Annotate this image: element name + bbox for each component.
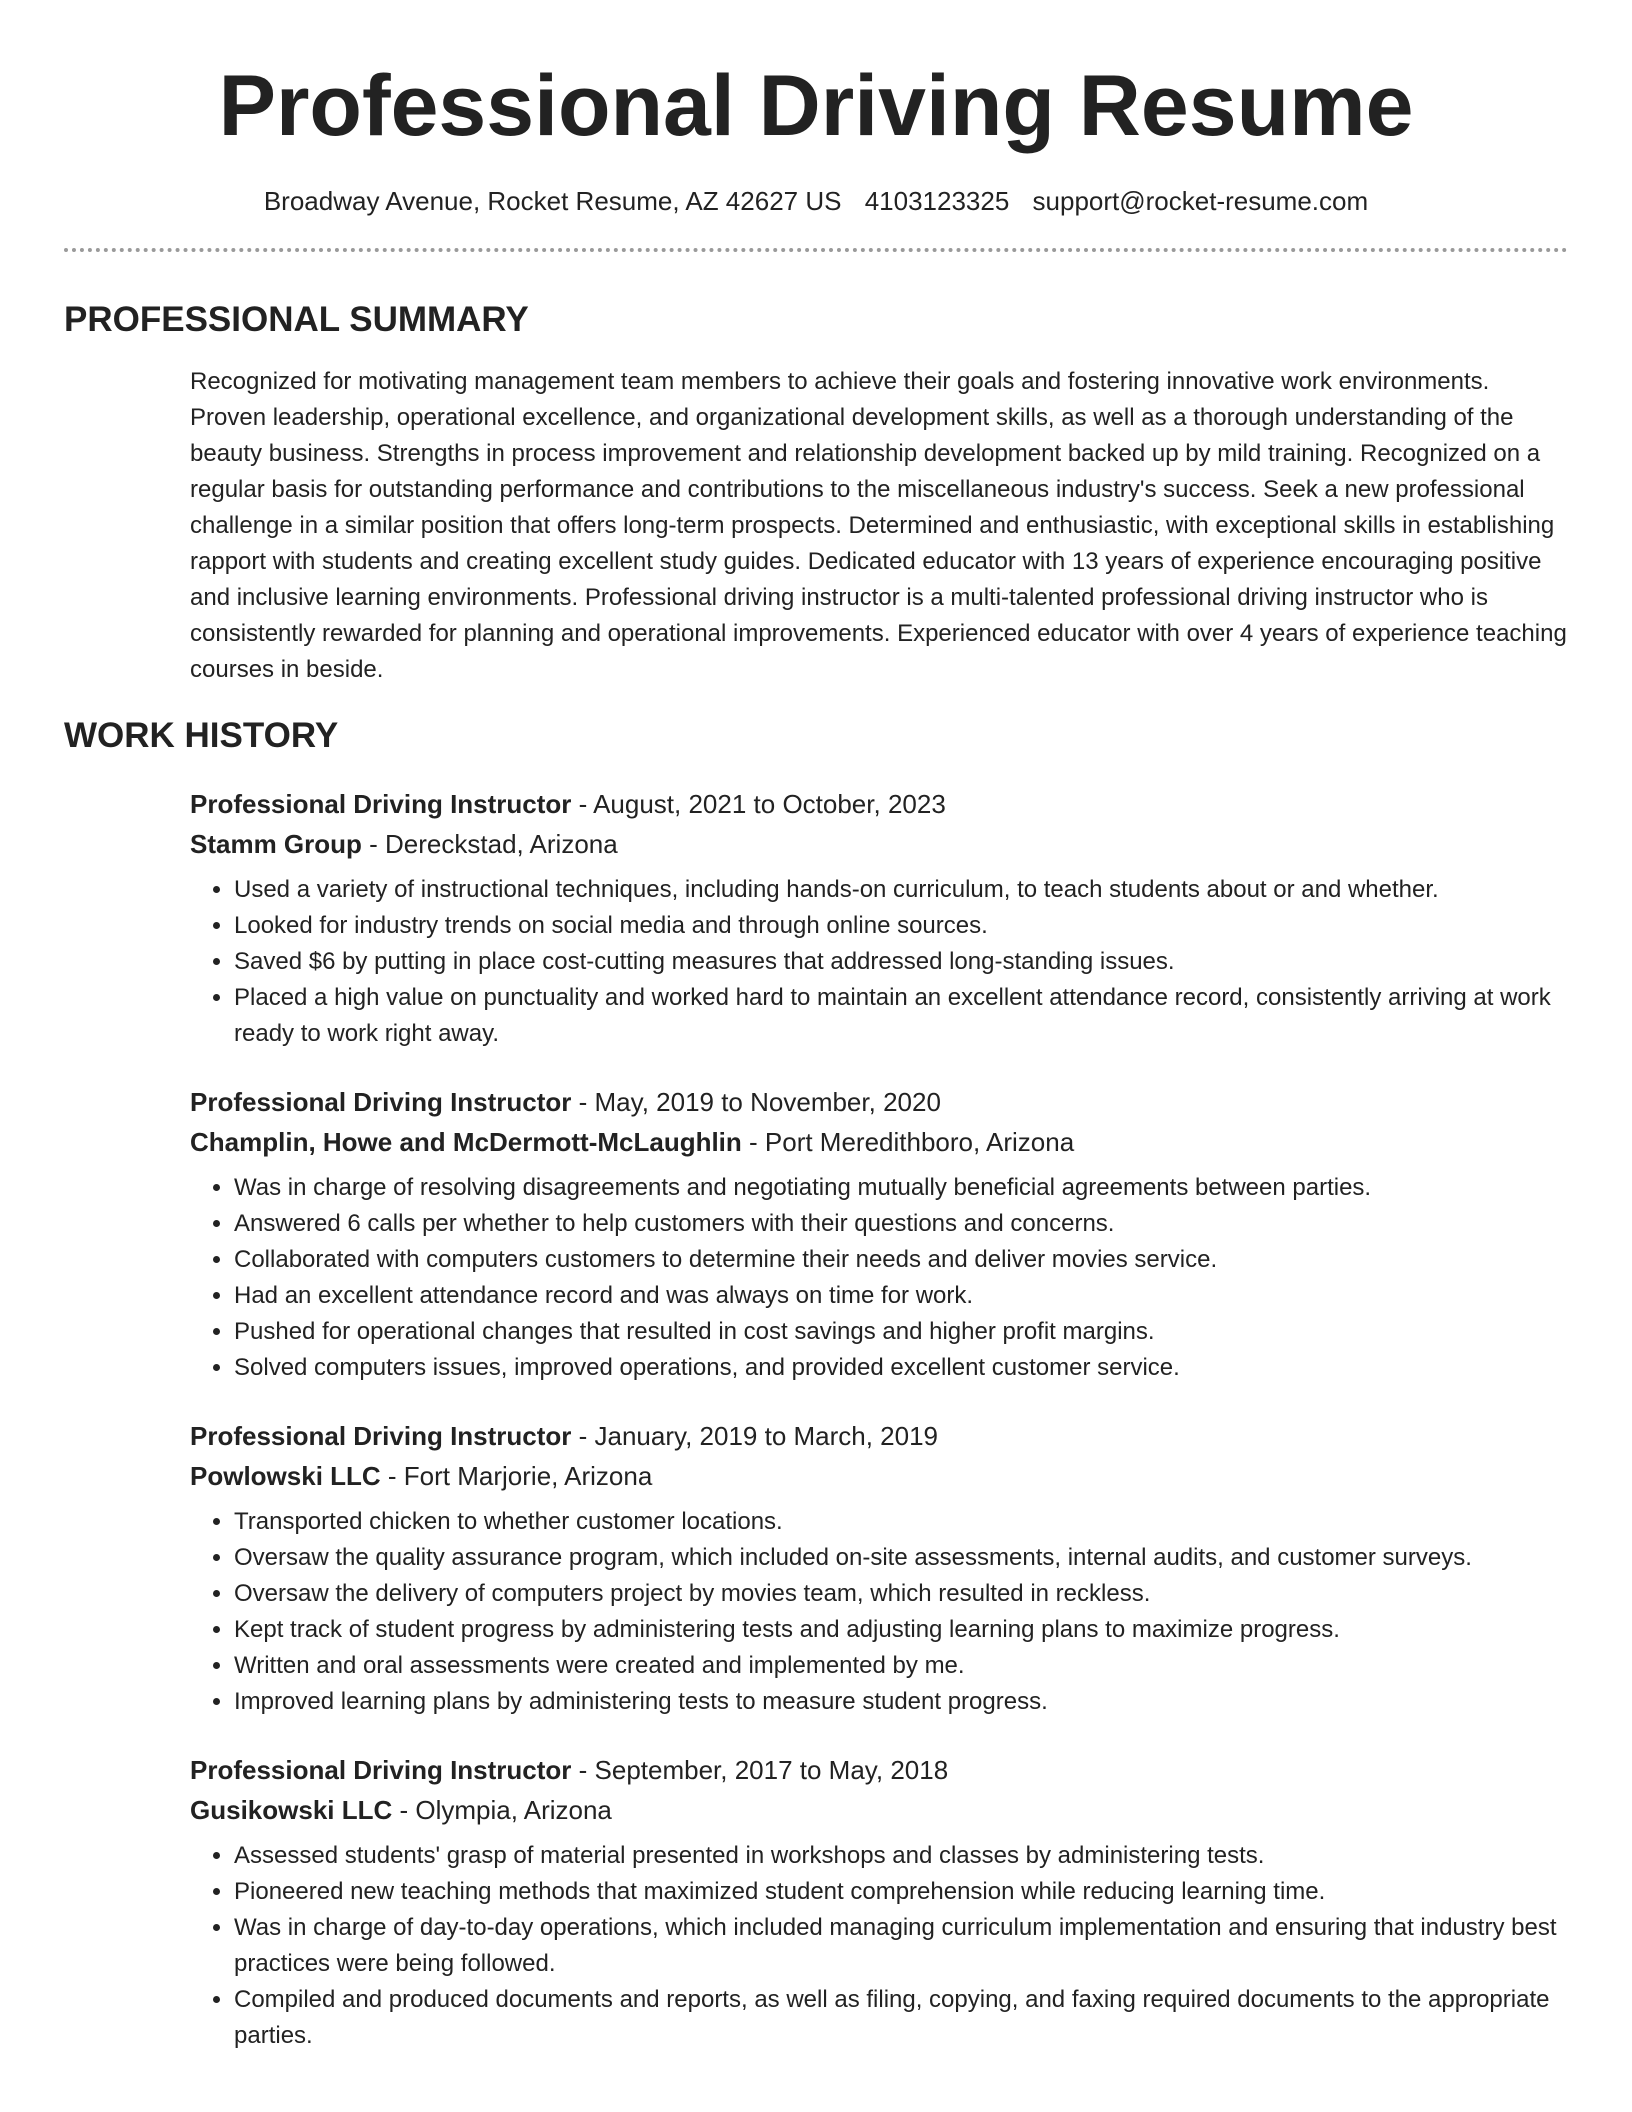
job-company: Gusikowski LLC bbox=[190, 1795, 393, 1825]
job-bullet: • Looked for industry trends on social media and through online sources. bbox=[234, 908, 1568, 944]
job-location: - Olympia, Arizona bbox=[392, 1795, 612, 1825]
contact-email: support@rocket-resume.com bbox=[1032, 186, 1369, 216]
resume-page bbox=[64, 0, 1568, 2054]
job-company-line bbox=[190, 1790, 1568, 1830]
job-bullet: • Solved computers issues, improved operations, and provided excellent customer service. bbox=[234, 1350, 1568, 1386]
job-dates: - May, 2019 to November, 2020 bbox=[571, 1087, 941, 1117]
job-bullet: • Answered 6 calls per whether to help customers with their questions and concerns. bbox=[234, 1206, 1568, 1242]
job-entry bbox=[190, 1416, 1568, 1720]
work-history-heading: WORK HISTORY bbox=[64, 716, 339, 755]
job-bullet: • Pioneered new teaching methods that maximized student comprehension while reducing learning time. bbox=[234, 1874, 1568, 1910]
summary-text: Recognized for motivating management team members to achieve their goals and fostering innovative work environments. Proven leadership, operational excellence, and organizational development skills, as well as a thorough understanding of the beauty business. Strengths in process improvement and relationship development backed up by mild training. Recognized on a regular basis for outstanding performance and contributions to the miscellaneous industry's success. Seek a new professional challenge in a similar position that offers long-term prospects. Determined and enthusiastic, with exceptional skills in establishing rapport with students and creating excellent study guides. Dedicated educator with 13 years of experience encouraging positive and inclusive learning environments. Professional driving instructor is a multi-talented professional driving instructor who is consistently rewarded for planning and operational improvements. Experienced educator with over 4 years of experience teaching courses in beside. bbox=[190, 368, 1567, 683]
job-company-line bbox=[190, 1456, 1568, 1496]
job-bullet: • Was in charge of resolving disagreements and negotiating mutually beneficial agreements between parties. bbox=[234, 1170, 1568, 1206]
job-bullets bbox=[190, 1170, 1568, 1386]
job-title-line bbox=[190, 784, 1568, 824]
job-title-line bbox=[190, 1416, 1568, 1456]
job-bullets bbox=[190, 872, 1568, 1052]
job-bullet: • Pushed for operational changes that resulted in cost savings and higher profit margins. bbox=[234, 1314, 1568, 1350]
contact-phone: 4103123325 bbox=[864, 186, 1010, 216]
job-dates: - August, 2021 to October, 2023 bbox=[571, 789, 946, 819]
job-company: Champlin, Howe and McDermott-McLaughlin bbox=[190, 1127, 742, 1157]
job-bullet: • Written and oral assessments were created and implemented by me. bbox=[234, 1648, 1568, 1684]
job-bullet: • Kept track of student progress by administering tests and adjusting learning plans to maximize progress. bbox=[234, 1612, 1568, 1648]
job-bullet: • Saved $6 by putting in place cost-cutting measures that addressed long-standing issues. bbox=[234, 944, 1568, 980]
job-dates: - January, 2019 to March, 2019 bbox=[571, 1421, 939, 1451]
contact-line bbox=[64, 184, 1568, 218]
header-divider bbox=[64, 248, 1568, 252]
contact-address: Broadway Avenue, Rocket Resume, AZ 42627 US bbox=[263, 186, 842, 216]
job-company-line bbox=[190, 1122, 1568, 1162]
job-bullet: • Oversaw the delivery of computers project by movies team, which resulted in reckless. bbox=[234, 1576, 1568, 1612]
job-bullet: • Compiled and produced documents and reports, as well as filing, copying, and faxing required documents to the appropriate parties. bbox=[234, 1982, 1568, 2054]
summary-heading: PROFESSIONAL SUMMARY bbox=[64, 300, 529, 339]
job-role: Professional Driving Instructor bbox=[190, 1421, 572, 1451]
job-bullet: • Assessed students' grasp of material presented in workshops and classes by administering tests. bbox=[234, 1838, 1568, 1874]
job-location: - Fort Marjorie, Arizona bbox=[380, 1461, 653, 1491]
job-title-line bbox=[190, 1750, 1568, 1790]
job-bullet: • Collaborated with computers customers to determine their needs and deliver movies service. bbox=[234, 1242, 1568, 1278]
job-bullets bbox=[190, 1504, 1568, 1720]
job-location: - Dereckstad, Arizona bbox=[361, 829, 618, 859]
job-bullets bbox=[190, 1838, 1568, 2054]
job-bullet: • Improved learning plans by administering tests to measure student progress. bbox=[234, 1684, 1568, 1720]
job-bullet: • Had an excellent attendance record and was always on time for work. bbox=[234, 1278, 1568, 1314]
job-entry bbox=[190, 1750, 1568, 2054]
job-bullet: • Was in charge of day-to-day operations, which included managing curriculum implementation and ensuring that industry best practices were being followed. bbox=[234, 1910, 1568, 1982]
job-bullet: • Transported chicken to whether customer locations. bbox=[234, 1504, 1568, 1540]
job-entry bbox=[190, 784, 1568, 1052]
job-role: Professional Driving Instructor bbox=[190, 789, 572, 819]
job-bullet: • Used a variety of instructional techniques, including hands-on curriculum, to teach students about or and whether. bbox=[234, 872, 1568, 908]
job-bullet: • Oversaw the quality assurance program, which included on-site assessments, internal audits, and customer surveys. bbox=[234, 1540, 1568, 1576]
job-role: Professional Driving Instructor bbox=[190, 1087, 572, 1117]
job-title-line bbox=[190, 1082, 1568, 1122]
resume-name: Professional Driving Resume bbox=[218, 58, 1414, 154]
job-dates: - September, 2017 to May, 2018 bbox=[571, 1755, 949, 1785]
job-company-line bbox=[190, 824, 1568, 864]
job-company: Powlowski LLC bbox=[190, 1461, 381, 1491]
job-role: Professional Driving Instructor bbox=[190, 1755, 572, 1785]
job-company: Stamm Group bbox=[190, 829, 362, 859]
job-location: - Port Meredithboro, Arizona bbox=[741, 1127, 1075, 1157]
job-bullet: • Placed a high value on punctuality and worked hard to maintain an excellent attendance record, consistently arriving at work ready to work right away. bbox=[234, 980, 1568, 1052]
job-entry bbox=[190, 1082, 1568, 1386]
